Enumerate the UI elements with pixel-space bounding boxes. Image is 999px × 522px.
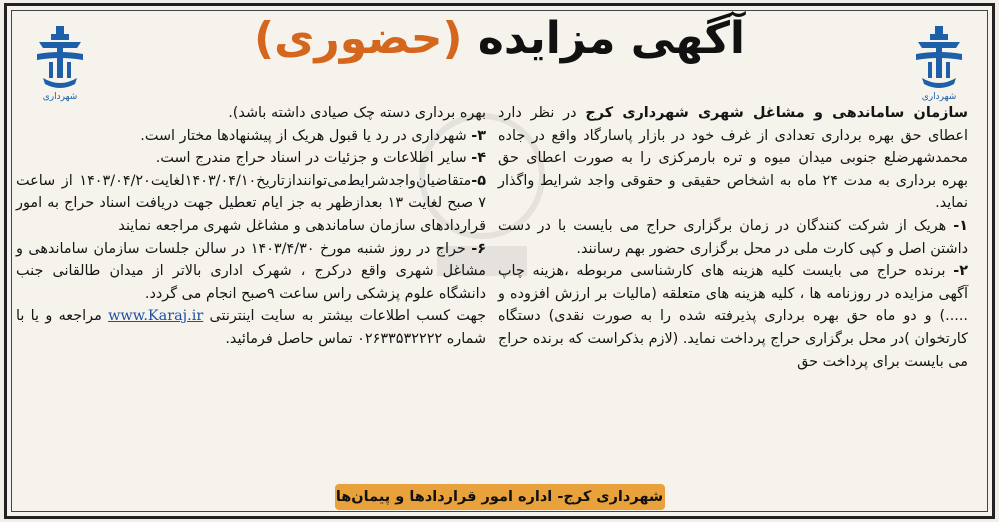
condition-item-5 — [16, 170, 486, 238]
item-number: ۱- — [953, 217, 968, 234]
condition-item-2 — [498, 260, 968, 373]
website-link[interactable]: www.Karaj.ir — [108, 308, 204, 325]
item-number: ۲- — [953, 263, 968, 280]
contact-info — [16, 305, 486, 350]
condition-item-1 — [498, 215, 968, 260]
item-number: ۴- — [471, 150, 486, 167]
item-text: برنده حراج می بایست کلیه هزینه های کارشناسی مربوطه ،هزینه چاپ آگهی مزایده در روزنامه ها ، کلیه هزینه های متعلقه (مالیات بر ارزش افزوده و .....) و دو ماه حق بهره برداری پذیرفته شده را به صورت نقدی) دستگاه کارتخوان )در محل برگزاری حراج پرداخت نماید. (لازم بذکراست که برنده حراج می بایست برای پرداخت حق — [498, 263, 968, 370]
condition-item-6 — [16, 238, 486, 306]
organization-name: سازمان ساماندهی و مشاغل شهری شهرداری کرج — [585, 105, 968, 121]
contact-text-after: مراجعه و یا با شماره ۰۲۶۳۳۵۳۲۲۲۲ تماس حاصل فرمائید. — [16, 308, 486, 347]
title-subtitle: (حضوری) — [253, 13, 463, 64]
title-main: آگهی مزایده — [477, 13, 746, 64]
item-text: شهرداری در رد یا قبول هریک از پیشنهادها مختار است. — [140, 127, 472, 144]
page-title — [7, 10, 992, 68]
intro-paragraph — [498, 102, 968, 215]
svg-text:شهرداری: شهرداری — [921, 92, 957, 102]
item-number: ۵- — [471, 172, 486, 189]
item-text: سایر اطلاعات و جزئیات در اسناد حراج مندرج است. — [155, 150, 472, 167]
condition-item-4 — [16, 147, 486, 170]
intro-text: در نظر دارد اعطای حق بهره برداری تعدادی از غرف خود در بازار پاسارگاد واقع در جاده محمدشهرضلع جنوبی میدان میوه و تره بارمرکزی را به صورت اعطای حق بهره برداری به مدت ۲۴ ماه به اشخاص حقیقی و حقوقی واجد شرایط واگذار نماید. — [498, 105, 968, 212]
item-number: ۶- — [471, 240, 486, 257]
item-text: متقاضیان‌واجدشرایط‌می‌توانندازتاریخ۱۴۰۳/۰۴/۱۰لغایت۱۴۰۳/۰۴/۲۰ از ساعت ۷ صبح لغایت ۱۳ بعدازظهر به جز ایام تعطیل جهت دریافت اسناد حراج به امور قراردادهای سازمان ساماندهی و مشاغل شهری مراجعه نمایند — [16, 172, 487, 234]
footer-banner: شهرداری کرج- اداره امور قراردادها و پیمان‌ها — [335, 484, 665, 510]
item-text: هریک از شرکت کنندگان در زمان برگزاری حراج می بایست با در دست داشتن اصل و کپی کارت ملی در محل برگزاری حضور بهم رسانند. — [498, 217, 968, 257]
item-number: ۳- — [471, 127, 486, 144]
left-column — [16, 102, 486, 351]
continuation-text: بهره برداری دسته چک صیادی داشته باشد). — [228, 105, 486, 121]
svg-text:شهرداری: شهرداری — [42, 92, 78, 102]
item-text: حراج در روز شنبه مورخ ۱۴۰۳/۴/۳۰ در سالن جلسات سازمان ساماندهی و مشاغل شهری واقع درکرج ، شهرک اداری بالاتر از میدان طالقانی جنب دانشگاه علوم پزشکی راس ساعت ۹صبح انجام می گردد. — [16, 240, 486, 302]
condition-item-3 — [16, 125, 486, 148]
right-column — [498, 102, 968, 373]
advertisement-frame — [4, 3, 995, 519]
contact-text-before: جهت کسب اطلاعات بیشتر به سایت اینترنتی — [203, 308, 486, 325]
